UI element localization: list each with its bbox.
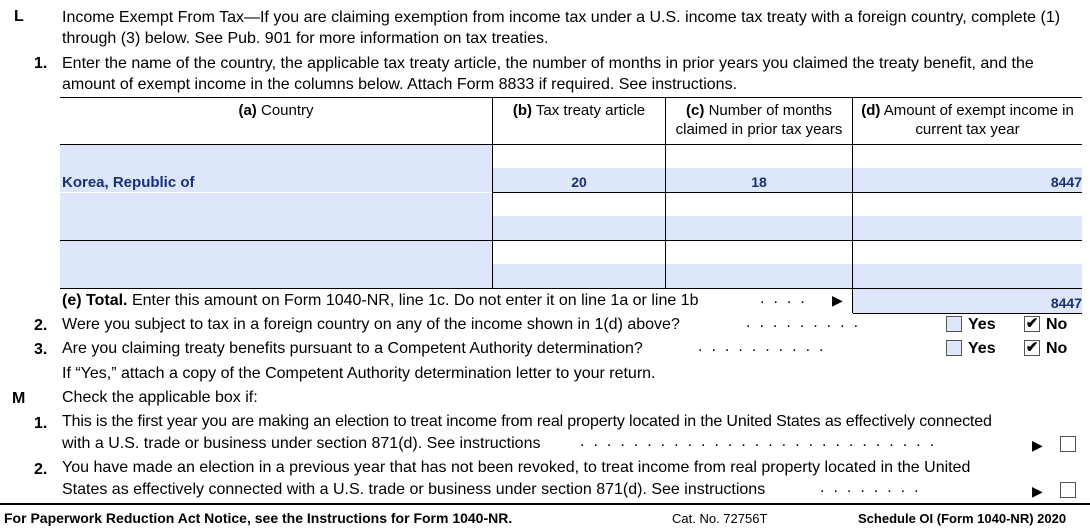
l3-question: Are you claiming treaty benefits pursuant to a Competent Authority determination? <box>62 340 643 357</box>
row1-amount: 8447 <box>1050 174 1082 190</box>
l1-number: 1. <box>34 55 48 72</box>
section-m-letter: M <box>12 390 26 407</box>
m1-line1: This is the first year you are making an election to treat income from real property located in the United States as effectively connected <box>62 413 992 430</box>
checkmark-icon: ✔ <box>1025 339 1039 356</box>
l2-number: 2. <box>34 317 48 334</box>
l3-yes-label: Yes <box>968 340 996 357</box>
m1-number: 1. <box>34 415 48 432</box>
row1-country: Korea, Republic of <box>62 174 195 191</box>
l2-yes-checkbox[interactable] <box>946 316 962 332</box>
l2-leader-dots: ......... <box>746 314 868 331</box>
m2-leader-dots: ........ <box>820 479 928 496</box>
row2-country-field[interactable] <box>60 193 492 240</box>
checkmark-icon: ✔ <box>1025 315 1039 332</box>
row1-months: 18 <box>751 174 767 190</box>
m2-line1: You have made an election in a previous year that has not been revoked, to treat income from real property located in the United <box>62 459 971 476</box>
footer-cat-no: Cat. No. 72756T <box>672 511 768 526</box>
l2-no-label: No <box>1046 316 1068 333</box>
arrow-icon: ▶ <box>1032 483 1043 499</box>
m1-leader-dots: ........................... <box>580 433 944 450</box>
l3-no-label: No <box>1046 340 1068 357</box>
l2-yes-label: Yes <box>968 316 996 333</box>
m2-number: 2. <box>34 461 48 478</box>
section-l-letter: L <box>14 8 24 25</box>
row1-article: 20 <box>571 174 587 190</box>
l2-question: Were you subject to tax in a foreign country on any of the income shown in 1(d) above? <box>62 316 680 333</box>
header-exempt-amount: (d) Amount of exempt income in current tax year <box>861 102 1074 138</box>
l3-number: 3. <box>34 341 48 358</box>
m1-line2: with a U.S. trade or business under section 871(d). See instructions <box>62 435 541 452</box>
m2-line2: States as effectively connected with a U.S. trade or business under section 871(d). See instructions <box>62 481 766 498</box>
total-label: (e) Total. Enter this amount on Form 1040-NR, line 1c. Do not enter it on line 1a or line 1b <box>62 292 699 309</box>
arrow-icon: ▶ <box>832 292 843 308</box>
header-months: (c) Number of months claimed in prior tax years <box>675 102 843 138</box>
m1-checkbox[interactable] <box>1060 436 1076 452</box>
row3-article-field[interactable] <box>493 264 665 288</box>
header-country: (a) Country <box>238 102 314 119</box>
total-amount: 8447 <box>1050 295 1082 311</box>
row3-country-field[interactable] <box>60 241 492 288</box>
footer-paperwork-notice: For Paperwork Reduction Act Notice, see the Instructions for Form 1040-NR. <box>4 510 513 526</box>
row2-article-field[interactable] <box>493 216 665 240</box>
row2-amount-field[interactable] <box>853 216 1082 240</box>
total-leader-dots: .... <box>760 290 814 307</box>
footer-form-id: Schedule OI (Form 1040-NR) 2020 <box>858 511 1067 526</box>
row2-months-field[interactable] <box>666 216 852 240</box>
row3-months-field[interactable] <box>666 264 852 288</box>
row3-amount-field[interactable] <box>853 264 1082 288</box>
l3-leader-dots: .......... <box>698 338 833 355</box>
l1-instructions: Enter the name of the country, the applicable tax treaty article, the number of months in prior years you claimed the treaty benefit, and the amount of exempt income in the columns below. Attach Form 8833 if required. See instructions. <box>62 55 1034 93</box>
section-l-intro: Income Exempt From Tax—If you are claiming exemption from income tax under a U.S. income tax treaty with a foreign country, complete (1) through (3) below. See Pub. 901 for more information on tax treaties. <box>62 9 1061 47</box>
l3-yes-checkbox[interactable] <box>946 340 962 356</box>
section-m-intro: Check the applicable box if: <box>62 389 258 406</box>
header-treaty-article: (b) Tax treaty article <box>512 102 646 119</box>
arrow-icon: ▶ <box>1032 437 1043 453</box>
l3-note: If “Yes,” attach a copy of the Competent Authority determination letter to your return. <box>62 365 656 382</box>
m2-checkbox[interactable] <box>1060 482 1076 498</box>
